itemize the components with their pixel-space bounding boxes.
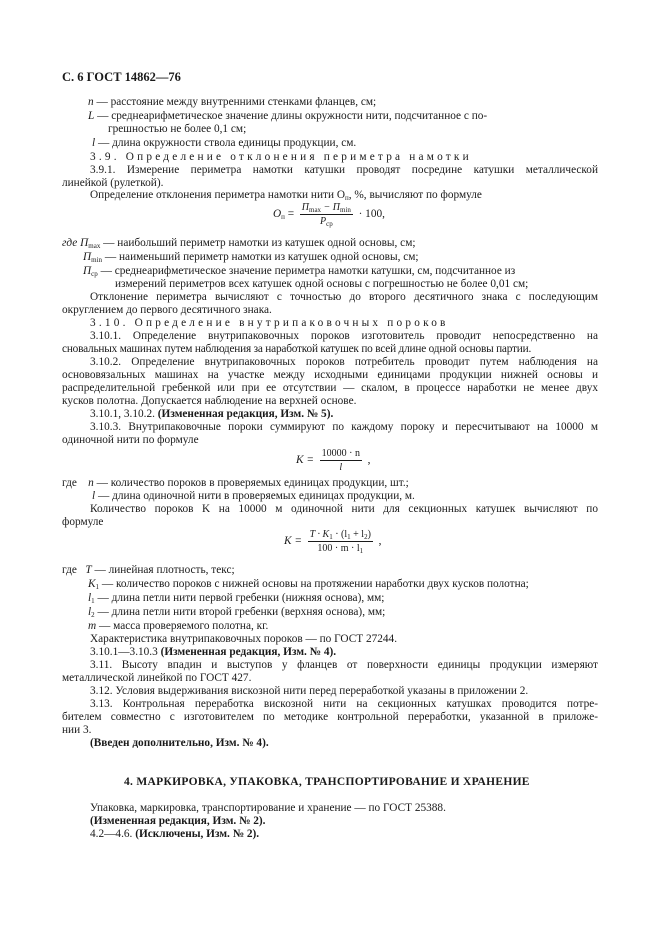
def-d-l1: $l_1$ — длина петли нити первой гребенки (нижняя основа), мм; xyxy=(88,592,385,605)
para-3-13-line3: нии 3. xyxy=(62,724,92,736)
para-3-11-line1: 3.11. Высоту впадин и выступов у фланцев от поверхности единицы продукции измеряют xyxy=(90,659,598,671)
formula-defects-sectional: K = $\frac{T \cdot K_1 \cdot (l_1 + l_2)}{100 \cdot m \cdot l_1}$ , xyxy=(284,529,382,555)
para-3-10-2-line3: распределительной гребенкой или при ее отсутствии — скалом, в процессе наработки не менее двух xyxy=(62,382,598,394)
def-text: — среднеарифметическое значение длины окружности нити, подсчитанное с по- xyxy=(94,110,488,122)
def-c-l: l — длина одиночной нити в проверяемых единицах продукции, м. xyxy=(92,490,415,502)
def-d-m: m — масса проверяемого полотна, кг. xyxy=(88,620,269,632)
section-4-text: Упаковка, маркировка, транспортирование и хранение — по ГОСТ 25388. xyxy=(90,802,446,814)
def-symbol: l xyxy=(92,137,96,149)
sectional-text-line2: формуле xyxy=(62,516,104,528)
section-4-title: 4. МАРКИРОВКА, УПАКОВКА, ТРАНСПОРТИРОВАНИЕ И ХРАНЕНИЕ xyxy=(124,776,530,788)
dev-note-line2: округлением до первого десятичного знака. xyxy=(62,304,272,316)
para-3-10-3-line2: одиночной нити по формуле xyxy=(62,434,199,446)
dev-note-line1: Отклонение периметра вычисляют с точностью до второго десятичного знака с последующим xyxy=(90,291,598,303)
formula-intro: Определение отклонения периметра намотки нити $О_п$, %, вычисляют по формуле xyxy=(90,189,482,202)
para-3-10-2-line4: кусков полотна. Допускается наблюдение на верхней основе. xyxy=(62,395,357,407)
def-d-l2: $l_2$ — длина петли нити второй гребенки (верхняя основа), мм; xyxy=(88,606,386,619)
para-3-12: 3.12. Условия выдерживания вискозной нити перед переработкой указаны в приложении 2. xyxy=(90,685,529,697)
para-3-10-3-line1: 3.10.3. Внутрипаковочные пороки суммируют по каждому пороку и пересчитывают на 10000 м xyxy=(90,421,598,433)
def-d-K1: $K_1$ — количество пороков с нижней основы на протяжении наработки двух кусков полотна; xyxy=(88,578,529,591)
para-3-10-2-line1: 3.10.2. Определение внутрипаковочных пороков потребитель проводит путем наблюдения на xyxy=(90,356,598,368)
introduced-note: (Введен дополнительно, Изм. № 4). xyxy=(90,737,269,749)
para-3-11-line2: металлической линейкой по ГОСТ 427. xyxy=(62,672,252,684)
amendment-2: (Измененная редакция, Изм. № 2). xyxy=(90,815,266,827)
def-L-cont: грешностью не более 0,1 см; xyxy=(108,123,247,135)
para-3-10-1-line2: сновальных машинах путем наблюдения за наработкой катушек по всей длине одной основы партии. xyxy=(62,343,532,355)
def-l xyxy=(92,137,356,150)
def-L xyxy=(88,110,598,123)
characteristic-line: Характеристика внутрипаковочных пороков — по ГОСТ 27244. xyxy=(90,633,398,645)
def-text: — длина окружности ствола единицы продукции, см. xyxy=(95,137,357,149)
def-pmax: где $П_{max}$ — наибольший периметр намотки из катушек одной основы, см; xyxy=(62,237,416,250)
excluded-note: 4.2—4.6. (Исключены, Изм. № 2). xyxy=(90,828,260,840)
def-pmin: $П_{min}$ — наименьший периметр намотки из катушек одной основы, см; xyxy=(83,251,419,264)
section-3-10-title: 3.10. Определение внутрипаковочных пороков xyxy=(90,317,449,329)
para-3-10-1-line1: 3.10.1. Определение внутрипаковочных пороков изготовитель проводит непосредственно на xyxy=(90,330,598,342)
para-3-9-1-line1: 3.9.1. Измерение периметра намотки катушки проводят посредине катушки металлической xyxy=(90,164,598,176)
formula-perimeter-deviation: $О_п$ = $\frac{П_{max} - П_{min}}{Р_{ср}}$ · 100, xyxy=(273,202,385,228)
formula-defects-single: K = $\frac{10000 \cdot n}{l}$ , xyxy=(296,448,371,473)
section-3-9-title: 3.9. Определение отклонения периметра намотки xyxy=(90,151,472,163)
def-pcp-cont: измерений периметров всех катушек одной основы с погрешностью не более 0,01 см; xyxy=(115,278,529,290)
def-c-n: где n — количество пороков в проверяемых единицах продукции, шт.; xyxy=(62,477,409,489)
def-n xyxy=(88,96,376,109)
def-symbol: L xyxy=(88,110,95,122)
para-3-10-2-line2: основовязальных машинах на участке между исходными единицами продукции нижней основы и xyxy=(62,369,598,381)
para-3-13-line2: бителем совместно с изготовителем по методике контрольной переработки, указанной в приложе- xyxy=(62,711,598,723)
def-text: — расстояние между внутренними стенками фланцев, см; xyxy=(93,96,377,108)
para-3-13-line1: 3.13. Контрольная переработка вискозной нити на секционных катушках проводится потре- xyxy=(90,698,598,710)
def-d-T: где T — линейная плотность, текс; xyxy=(62,564,235,576)
def-symbol: n xyxy=(88,96,94,108)
amendment-4: 3.10.1—3.10.3 (Измененная редакция, Изм. № 4). xyxy=(90,646,337,658)
sectional-text-line1: Количество пороков K на 10000 м одиночной нити для секционных катушек вычисляют по xyxy=(90,503,598,515)
page-header: С. 6 ГОСТ 14862—76 xyxy=(62,70,181,84)
amendment-5: 3.10.1, 3.10.2. (Измененная редакция, Изм. № 5). xyxy=(90,408,334,420)
para-3-9-1-line2: линейкой (рулеткой). xyxy=(62,177,164,189)
def-pcp: $П_{ср}$ — среднеарифметическое значение периметра намотки катушки, см, подсчитанное из xyxy=(83,265,516,278)
